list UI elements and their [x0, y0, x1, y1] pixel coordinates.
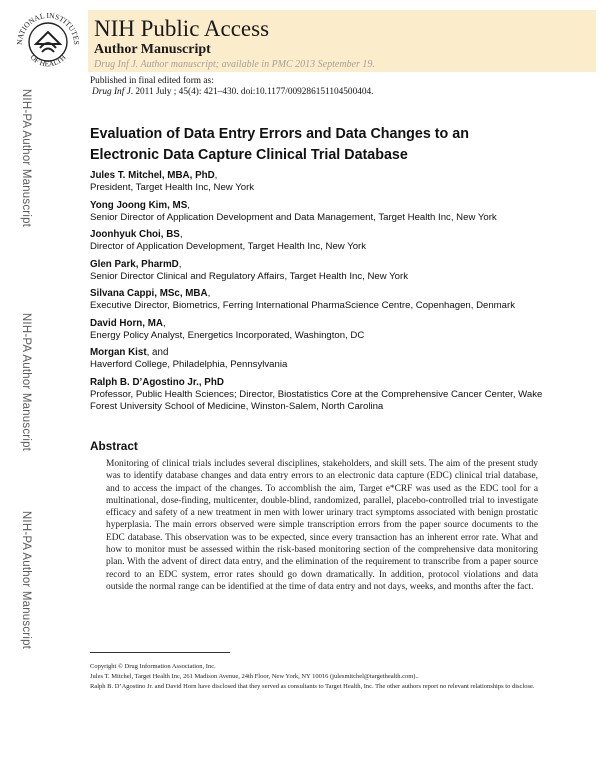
author-entry: Glen Park, PharmD, Senior Director Clinical and Regulatory Affairs, Target Health Inc, New York	[90, 259, 570, 284]
author-entry: Morgan Kist, and Haverford College, Philadelphia, Pennsylvania	[90, 347, 570, 372]
side-label: NIH-PA Author Manuscript	[20, 312, 32, 452]
nih-seal-logo	[14, 8, 82, 76]
author-affiliation: Executive Director, Biometrics, Ferring International PharmaScience Centre, Copenhagen, Denmark	[90, 300, 515, 311]
correspondence-note: Jules T. Mitchel, Target Health Inc, 261 Madison Avenue, 24th Floor, New York, NY 10016 (julesmitchel@targethealth.com)..	[90, 673, 419, 680]
author-entry: Silvana Cappi, MSc, MBA, Executive Director, Biometrics, Ferring International PharmaScience Centre, Copenhagen, Denmark	[90, 288, 570, 313]
abstract-heading: Abstract	[90, 439, 138, 453]
footnotes	[90, 662, 535, 692]
author-entry: Yong Joong Kim, MS, Senior Director of Application Development and Data Management, Target Health Inc, New York	[90, 200, 570, 225]
author-entry	[90, 377, 570, 414]
author-affiliation: Senior Director Clinical and Regulatory Affairs, Target Health Inc, New York	[90, 270, 408, 282]
author-name: David Horn, MA	[90, 317, 163, 329]
seal-bottom-text: OF HEALTH	[28, 52, 68, 69]
author-affiliation: Director of Application Development, Target Health Inc, New York	[90, 241, 367, 252]
citation	[92, 87, 373, 97]
header-subtitle: Author Manuscript	[94, 42, 211, 57]
header-title: NIH Public Access	[94, 16, 270, 41]
author-name: Yong Joong Kim, MS	[90, 199, 188, 211]
author-name: Glen Park, PharmD	[90, 258, 179, 270]
author-affiliation: Haverford College, Philadelphia, Pennsylvania	[90, 359, 288, 370]
author-affiliation: Professor, Public Health Sciences; Director, Biostatistics Core at the Comprehensive Cancer Center, Wake Forest University School of Medicine, Winston-Salem, North Carolina	[90, 388, 543, 412]
author-entry: Jules T. Mitchel, MBA, PhD, President, Target Health Inc, New York	[90, 170, 570, 195]
author-name: Morgan Kist	[90, 347, 147, 358]
author-affiliation: Senior Director of Application Development and Data Management, Target Health Inc, New York	[90, 211, 497, 223]
abstract-text: Monitoring of clinical trials includes several disciplines, stakeholders, and skill sets. The aim of the present study was to identify database changes and data entry errors to an electronic data capture (EDC) clinical trial database, and to access the impact of the changes. To accomblish the aim, Target e*CRF was used as the EDC tool for a multinational, dose-finding, multicenter, double-blind, randomized, parallel, placebo-controlled trial to investigate efficacy and safety of a new treatment in men with lower urinary tract symptoms associated with benign prostatic hyperplasia. The main errors observed were simple transcription errors from the paper source documents to the EDC database. This observation was to be expected, since every transaction has an inherent error rate. What and how to monitor must be assessed within the risk-based monitoring section of the comprehensive data monitoring plan. With the advent of direct data entry, and the elimination of the requirement to transcribe from a paper source record to an EDC system, error rates should go down dramatically. In addition, protocol violations and data outside the normal range can be identified at the time of data entry and not days, weeks, and months after the fact.	[106, 459, 538, 592]
author-affiliation: President, Target Health Inc, New York	[90, 182, 255, 193]
author-affiliation: Energy Policy Analyst, Energetics Incorporated, Washington, DC	[90, 329, 365, 341]
author-name: Joonhyuk Choi, BS	[90, 229, 180, 240]
author-entry: David Horn, MA, Energy Policy Analyst, Energetics Incorporated, Washington, DC	[90, 318, 570, 343]
published-label: Published in final edited form as:	[90, 76, 214, 86]
author-entry: Joonhyuk Choi, BS, Director of Application Development, Target Health Inc, New York	[90, 229, 570, 254]
article-title: Evaluation of Data Entry Errors and Data Changes to an Electronic Data Capture Clinical Trial Database	[90, 126, 469, 163]
seal-top-text: NATIONAL INSTITUTES	[14, 10, 82, 46]
side-label: NIH-PA Author Manuscript	[20, 510, 32, 650]
author-list	[90, 170, 570, 419]
author-name: Jules T. Mitchel, MBA, PhD	[90, 170, 215, 181]
footnote-divider	[90, 652, 230, 653]
side-label: NIH-PA Author Manuscript	[20, 88, 32, 228]
citation-details: . 2011 July ; 45(4): 421–430. doi:10.1177/009286151104500404.	[130, 87, 374, 97]
copyright-note: Copyright © Drug Information Association, Inc.	[90, 663, 216, 670]
author-name: Ralph B. D’Agostino Jr., PhD	[90, 376, 224, 388]
author-name: Silvana Cappi, MSc, MBA	[90, 288, 208, 299]
disclosure-note: Ralph B. D’Agostino Jr. and David Horn have disclosed that they served as consultants to Target Health, Inc. The other authors report no relevant relationships to disclose.	[90, 683, 535, 690]
header-availability-note: Drug Inf J. Author manuscript; available in PMC 2013 September 19.	[94, 59, 375, 70]
journal-name: Drug Inf J	[92, 87, 131, 97]
